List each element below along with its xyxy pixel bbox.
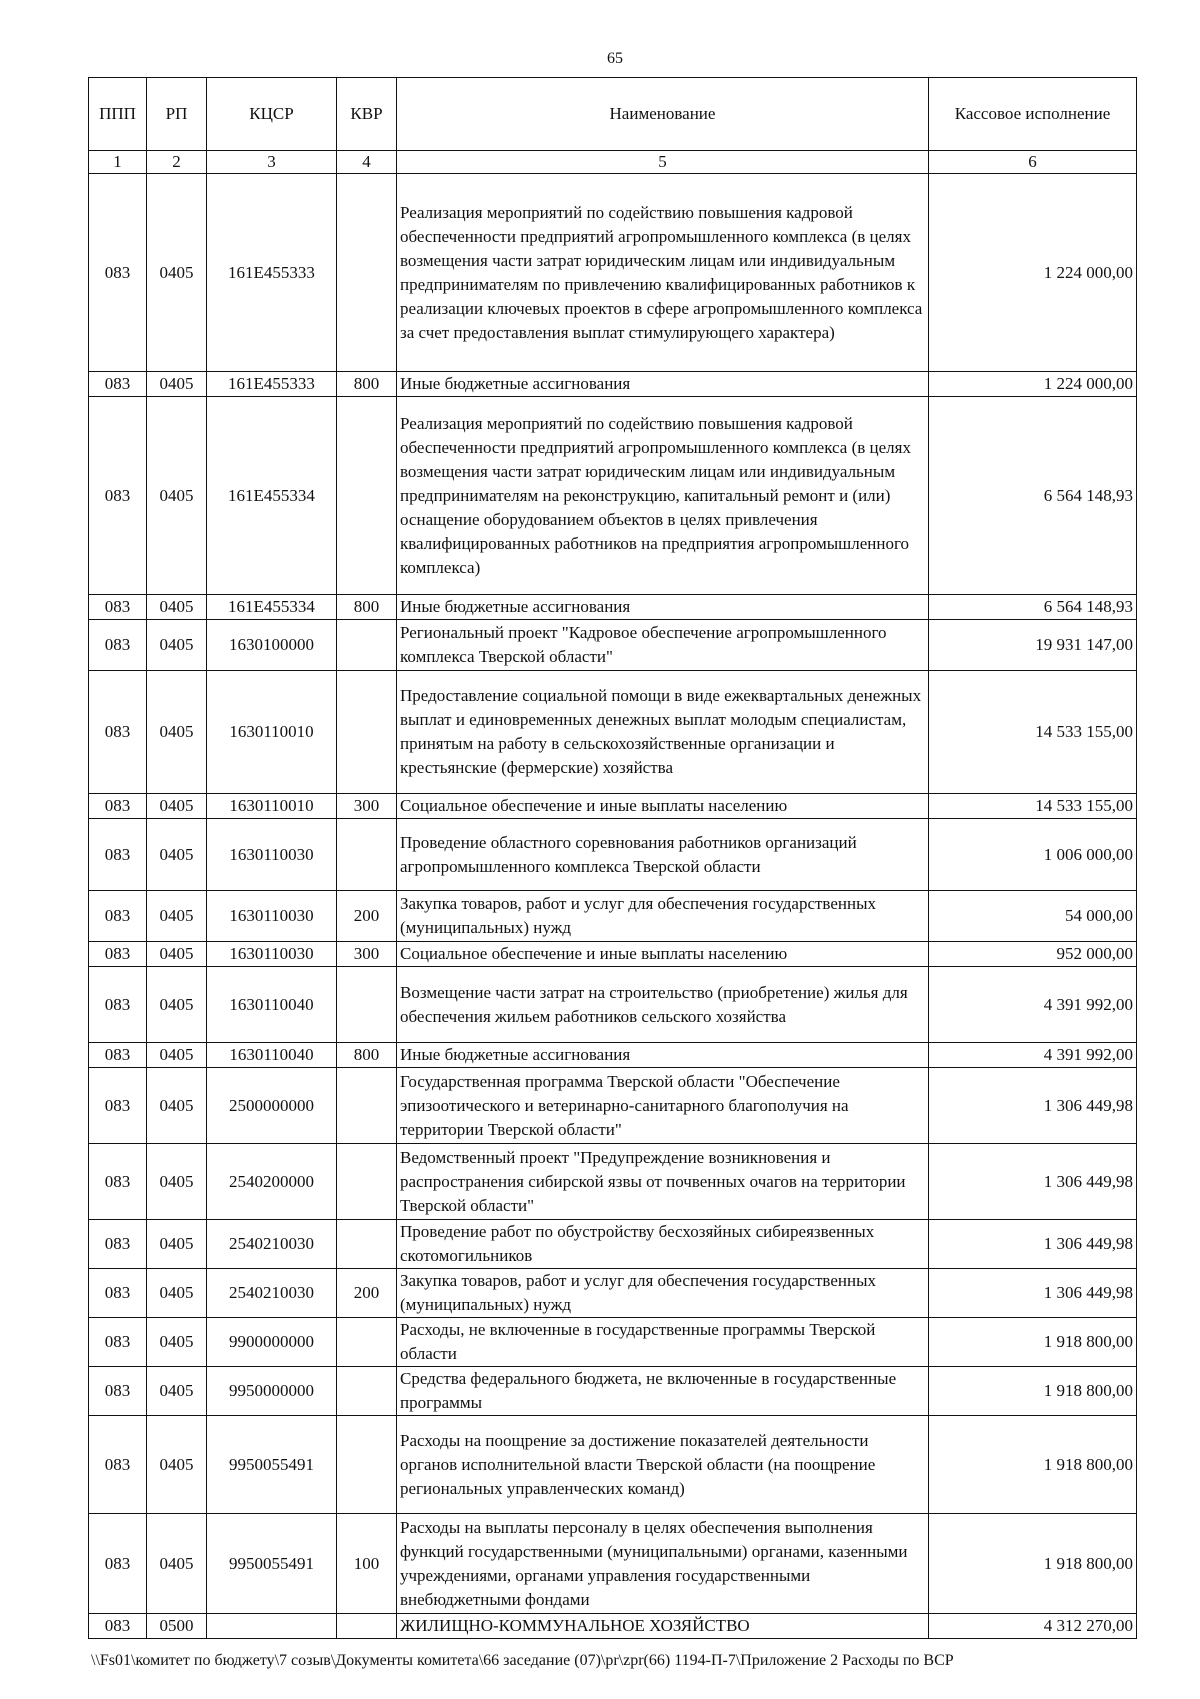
col-header-name: Наименование (397, 78, 929, 151)
table-row (89, 819, 1137, 891)
cell-name: Возмещение части затрат на строительство (приобретение) жилья для обеспечения жильем работников сельского хозяйства (397, 967, 929, 1043)
cell-kcsr: 9950055491 (207, 1416, 337, 1514)
table-row (89, 1416, 1137, 1514)
cell-kvr: 100 (337, 1514, 397, 1614)
cell-kvr (337, 967, 397, 1043)
column-number: 1 (89, 151, 147, 174)
table-row (89, 620, 1137, 671)
cell-amount: 1 224 000,00 (929, 174, 1137, 372)
col-header-rp: РП (147, 78, 207, 151)
cell-rp: 0405 (147, 794, 207, 819)
table-row (89, 967, 1137, 1043)
cell-kcsr: 9900000000 (207, 1318, 337, 1367)
cell-rp: 0405 (147, 942, 207, 967)
cell-kvr: 300 (337, 942, 397, 967)
cell-kcsr: 161E455334 (207, 595, 337, 620)
cell-kcsr: 1630110040 (207, 967, 337, 1043)
cell-rp: 0405 (147, 1220, 207, 1269)
cell-kcsr: 1630110030 (207, 819, 337, 891)
cell-kvr: 300 (337, 794, 397, 819)
cell-ppp: 083 (89, 1220, 147, 1269)
col-header-kvr: КВР (337, 78, 397, 151)
cell-kvr: 800 (337, 372, 397, 397)
column-number-row (89, 151, 1137, 174)
cell-rp: 0405 (147, 595, 207, 620)
column-number: 2 (147, 151, 207, 174)
table-row (89, 1220, 1137, 1269)
cell-rp: 0500 (147, 1614, 207, 1639)
cell-kcsr: 1630110030 (207, 891, 337, 942)
cell-kvr (337, 397, 397, 595)
table-row (89, 174, 1137, 372)
cell-ppp: 083 (89, 372, 147, 397)
cell-rp: 0405 (147, 397, 207, 595)
cell-amount: 1 918 800,00 (929, 1367, 1137, 1416)
cell-name: Средства федерального бюджета, не включенные в государственные программы (397, 1367, 929, 1416)
cell-kcsr: 2540200000 (207, 1144, 337, 1220)
cell-kvr (337, 1614, 397, 1639)
cell-name: Расходы на поощрение за достижение показателей деятельности органов исполнительной власти Тверской области (на поощрение региональных управленческих команд) (397, 1416, 929, 1514)
cell-amount: 6 564 148,93 (929, 595, 1137, 620)
cell-amount: 1 918 800,00 (929, 1416, 1137, 1514)
cell-amount: 14 533 155,00 (929, 794, 1137, 819)
cell-name: Проведение областного соревнования работников организаций агропромышленного комплекса Тверской области (397, 819, 929, 891)
cell-kcsr: 1630110010 (207, 794, 337, 819)
cell-ppp: 083 (89, 1144, 147, 1220)
cell-name: Социальное обеспечение и иные выплаты населению (397, 794, 929, 819)
cell-kvr (337, 819, 397, 891)
table-row (89, 891, 1137, 942)
col-header-ppp: ППП (89, 78, 147, 151)
cell-ppp: 083 (89, 1514, 147, 1614)
cell-name: Ведомственный проект "Предупреждение возникновения и распространения сибирской язвы от почвенных очагов на территории Тверской области" (397, 1144, 929, 1220)
cell-name: Социальное обеспечение и иные выплаты населению (397, 942, 929, 967)
cell-ppp: 083 (89, 942, 147, 967)
cell-rp: 0405 (147, 1068, 207, 1144)
cell-name: Расходы на выплаты персоналу в целях обеспечения выполнения функций государственными (муниципальными) органами, казенными учреждениями, органами управления государственными внебюджетными фондами (397, 1514, 929, 1614)
table-row (89, 595, 1137, 620)
cell-rp: 0405 (147, 1043, 207, 1068)
cell-rp: 0405 (147, 620, 207, 671)
cell-kcsr: 161E455334 (207, 397, 337, 595)
cell-amount: 952 000,00 (929, 942, 1137, 967)
table-row (89, 1043, 1137, 1068)
cell-kcsr: 2500000000 (207, 1068, 337, 1144)
cell-amount: 4 312 270,00 (929, 1614, 1137, 1639)
cell-kvr (337, 1144, 397, 1220)
cell-rp: 0405 (147, 671, 207, 794)
cell-ppp: 083 (89, 1043, 147, 1068)
column-number: 5 (397, 151, 929, 174)
header-row (89, 78, 1137, 151)
cell-kcsr: 9950000000 (207, 1367, 337, 1416)
cell-kcsr: 1630100000 (207, 620, 337, 671)
cell-name: Реализация мероприятий по содействию повышения кадровой обеспеченности предприятий агропромышленного комплекса (в целях возмещения части затрат юридическим лицам или индивидуальным предпринимателям на реконструкцию, капитальный ремонт и (или) оснащение оборудованием объектов в целях привлечения квалифицированных работников на предприятия агропромышленного комплекса) (397, 397, 929, 595)
table-row (89, 1614, 1137, 1639)
cell-amount: 4 391 992,00 (929, 967, 1137, 1043)
cell-kcsr: 1630110040 (207, 1043, 337, 1068)
cell-kvr: 200 (337, 891, 397, 942)
cell-ppp: 083 (89, 891, 147, 942)
cell-amount: 1 306 449,98 (929, 1144, 1137, 1220)
cell-name: ЖИЛИЩНО-КОММУНАЛЬНОЕ ХОЗЯЙСТВО (397, 1614, 929, 1639)
cell-kvr (337, 1416, 397, 1514)
column-number: 6 (929, 151, 1137, 174)
cell-kvr (337, 620, 397, 671)
cell-kcsr: 2540210030 (207, 1220, 337, 1269)
cell-ppp: 083 (89, 1318, 147, 1367)
cell-rp: 0405 (147, 1514, 207, 1614)
cell-amount: 14 533 155,00 (929, 671, 1137, 794)
cell-ppp: 083 (89, 1367, 147, 1416)
cell-kvr (337, 1318, 397, 1367)
table-row (89, 1144, 1137, 1220)
cell-kcsr: 9950055491 (207, 1514, 337, 1614)
cell-kvr (337, 1068, 397, 1144)
cell-rp: 0405 (147, 891, 207, 942)
cell-name: Региональный проект "Кадровое обеспечение агропромышленного комплекса Тверской области" (397, 620, 929, 671)
column-number: 3 (207, 151, 337, 174)
cell-rp: 0405 (147, 174, 207, 372)
cell-ppp: 083 (89, 397, 147, 595)
cell-kcsr: 161E455333 (207, 174, 337, 372)
cell-rp: 0405 (147, 1144, 207, 1220)
cell-name: Расходы, не включенные в государственные программы Тверской области (397, 1318, 929, 1367)
cell-kcsr: 2540210030 (207, 1269, 337, 1318)
table-body (89, 174, 1137, 1639)
cell-ppp: 083 (89, 620, 147, 671)
cell-amount: 1 006 000,00 (929, 819, 1137, 891)
cell-kcsr: 1630110030 (207, 942, 337, 967)
cell-kvr: 800 (337, 595, 397, 620)
cell-ppp: 083 (89, 967, 147, 1043)
table-row (89, 794, 1137, 819)
cell-kcsr: 161E455333 (207, 372, 337, 397)
table-row (89, 1318, 1137, 1367)
table-row (89, 397, 1137, 595)
cell-name: Иные бюджетные ассигнования (397, 595, 929, 620)
cell-rp: 0405 (147, 1269, 207, 1318)
cell-ppp: 083 (89, 819, 147, 891)
cell-rp: 0405 (147, 372, 207, 397)
cell-name: Иные бюджетные ассигнования (397, 1043, 929, 1068)
col-header-amount: Кассовое исполнение (929, 78, 1137, 151)
cell-kvr (337, 1367, 397, 1416)
budget-table (88, 77, 1137, 1639)
column-number: 4 (337, 151, 397, 174)
cell-kvr: 200 (337, 1269, 397, 1318)
cell-ppp: 083 (89, 671, 147, 794)
cell-name: Предоставление социальной помощи в виде ежеквартальных денежных выплат и единовременных денежных выплат молодым специалистам, принятым на работу в сельскохозяйственные организации и крестьянские (фермерские) хозяйства (397, 671, 929, 794)
cell-kvr (337, 174, 397, 372)
cell-ppp: 083 (89, 1269, 147, 1318)
table-row (89, 671, 1137, 794)
cell-amount: 4 391 992,00 (929, 1043, 1137, 1068)
cell-rp: 0405 (147, 1416, 207, 1514)
cell-amount: 1 306 449,98 (929, 1068, 1137, 1144)
cell-rp: 0405 (147, 1318, 207, 1367)
cell-rp: 0405 (147, 1367, 207, 1416)
cell-kcsr: 1630110010 (207, 671, 337, 794)
table-row (89, 1269, 1137, 1318)
cell-amount: 1 918 800,00 (929, 1514, 1137, 1614)
cell-amount: 1 306 449,98 (929, 1269, 1137, 1318)
cell-kvr (337, 1220, 397, 1269)
cell-name: Государственная программа Тверской области "Обеспечение эпизоотического и ветеринарно-санитарного благополучия на территории Тверской области" (397, 1068, 929, 1144)
cell-name: Закупка товаров, работ и услуг для обеспечения государственных (муниципальных) нужд (397, 891, 929, 942)
cell-kvr (337, 671, 397, 794)
cell-amount: 19 931 147,00 (929, 620, 1137, 671)
cell-ppp: 083 (89, 1416, 147, 1514)
cell-ppp: 083 (89, 174, 147, 372)
cell-ppp: 083 (89, 794, 147, 819)
cell-kcsr (207, 1614, 337, 1639)
cell-name: Проведение работ по обустройству бесхозяйных сибиреязвенных скотомогильников (397, 1220, 929, 1269)
cell-rp: 0405 (147, 967, 207, 1043)
col-header-kcsr: КЦСР (207, 78, 337, 151)
cell-ppp: 083 (89, 595, 147, 620)
cell-ppp: 083 (89, 1068, 147, 1144)
cell-kvr: 800 (337, 1043, 397, 1068)
cell-amount: 6 564 148,93 (929, 397, 1137, 595)
cell-name: Иные бюджетные ассигнования (397, 372, 929, 397)
cell-amount: 1 224 000,00 (929, 372, 1137, 397)
cell-amount: 1 918 800,00 (929, 1318, 1137, 1367)
table-row (89, 942, 1137, 967)
table-row (89, 1367, 1137, 1416)
cell-amount: 54 000,00 (929, 891, 1137, 942)
page-number: 65 (607, 50, 623, 67)
table-row (89, 1068, 1137, 1144)
table-row (89, 1514, 1137, 1614)
cell-rp: 0405 (147, 819, 207, 891)
cell-name: Закупка товаров, работ и услуг для обеспечения государственных (муниципальных) нужд (397, 1269, 929, 1318)
cell-name: Реализация мероприятий по содействию повышения кадровой обеспеченности предприятий агропромышленного комплекса (в целях возмещения части затрат юридическим лицам или индивидуальным предпринимателям по привлечению квалифицированных работников к реализации ключевых проектов в сфере агропромышленного комплекса за счет предоставления выплат стимулирующего характера) (397, 174, 929, 372)
footer-file-path: \\Fs01\комитет по бюджету\7 созыв\Документы комитета\66 заседание (07)\pr\zpr(66) 1194-П-7\Приложение 2 Расходы по ВСР (91, 1652, 954, 1669)
cell-ppp: 083 (89, 1614, 147, 1639)
table-row (89, 372, 1137, 397)
cell-amount: 1 306 449,98 (929, 1220, 1137, 1269)
